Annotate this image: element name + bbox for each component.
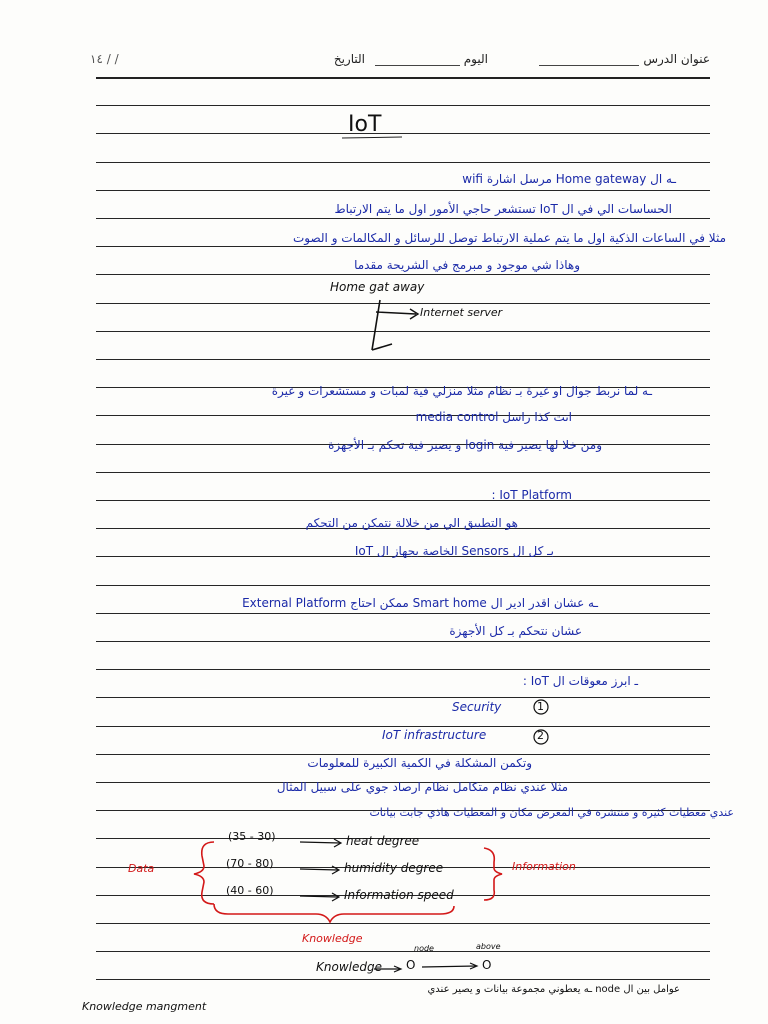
arrow-node [422, 966, 476, 967]
line-login: ومن خلا لها يصير فية login و يصير فية تحكم بـ الأجهزة [328, 438, 602, 452]
brace-knowledge [214, 904, 454, 922]
line-sensors: الحساسات الي في ال IoT تستشعر حاجي الأمور اول ما يتم الارتباط [334, 202, 672, 216]
diagram-vertical-stroke [372, 300, 380, 350]
value-humidity-range: (70 - 80) [226, 857, 274, 870]
obstacle-security: Security [452, 700, 502, 714]
value-speed-label: Information speed [344, 888, 454, 902]
label-knowledge: Knowledge [316, 960, 382, 974]
label-knowledge-red: Knowledge [302, 932, 363, 945]
label-node: node [414, 944, 434, 953]
line-sim: وهاذا شي موجود و مبرمج في الشريحة مقدما [354, 258, 580, 272]
arrow-to-server [376, 312, 416, 314]
value-heat-label: heat degree [346, 834, 420, 848]
line-problem: وتكمن المشكلة في الكمية الكبيرة للمعلومات [307, 756, 532, 770]
line-node-factors: عوامل بين ال node ـه يعطوني مجموعة بيانات و يصير عندي [427, 984, 680, 995]
arrow-speed [300, 896, 338, 897]
diagram-bottom-stroke [372, 344, 392, 350]
title-underline [342, 137, 402, 138]
line-connect-phone: ـه لما نربط جوال او غيرة بـ نظام مثلا منزلي فية لمبات و مستشعرات و غيرة [271, 384, 652, 398]
date-label: التاريخ [333, 52, 365, 66]
line-smartwatch: مثلا في الساعات الذكية اول ما يتم عملية الارتباط توصل للرسائل و المكالمات و الصوت [292, 231, 726, 245]
label-home-gateway: Home gat away [330, 280, 425, 294]
obstacle-infrastructure: IoT infrastructure [382, 728, 487, 742]
label-data: Data [128, 862, 155, 875]
label-information: Information [512, 860, 576, 873]
label-internet-server: Internet server [420, 306, 503, 319]
heading-iot-obstacles: ـ ابرز معوقات ال IoT : [522, 674, 638, 688]
line-smart-home: ـه عشان اقدر ادير ال Smart home ممكن احتاج External Platform [242, 596, 598, 610]
line-control-devices: عشان نتحكم بـ كل الأجهزة [449, 624, 582, 638]
title-iot: IoT [348, 112, 382, 137]
line-many-inputs: عندي معطيات كثيرة و منتشرة في المعرض مكان و المعطيات هاذي جابت بيانات [369, 806, 734, 819]
line-media-control: انت كذا راسل media control [415, 410, 572, 424]
line-weather-system: مثلا عندي نظام متكامل نظام ارصاد جوي على سبيل المثال [276, 780, 568, 794]
arrow-humidity [300, 869, 338, 870]
heading-iot-platform: IoT Platform : [491, 488, 572, 502]
value-humidity-label: humidity degree [344, 861, 444, 875]
value-heat-range: (35 - 30) [228, 830, 276, 843]
node-o1: O [406, 958, 416, 972]
circle-2 [534, 730, 548, 744]
label-knowledge-management: Knowledge mangment [82, 1000, 207, 1013]
day-label: اليوم [375, 52, 488, 66]
date-value: ١٤ / / [90, 52, 119, 66]
brace-data [194, 842, 214, 904]
node-o2: O [482, 958, 492, 972]
brace-information [484, 848, 502, 900]
line-app-control: هو التطبيق الي من خلالة نتمكن من التحكم [305, 516, 518, 530]
arrow-heat [300, 842, 340, 843]
lesson-title-label: عنوان الدرس [539, 52, 710, 66]
number-1: 1 [537, 700, 544, 713]
label-above: above [476, 942, 501, 951]
number-2: 2 [537, 729, 544, 742]
circle-1 [534, 700, 548, 714]
line-home-gateway: ـه ال Home gateway مرسل اشارة wifi [462, 172, 676, 186]
line-all-sensors: بـ كل ال Sensors الخاصة بجهاز ال IoT [354, 544, 554, 558]
value-speed-range: (40 - 60) [226, 884, 274, 897]
